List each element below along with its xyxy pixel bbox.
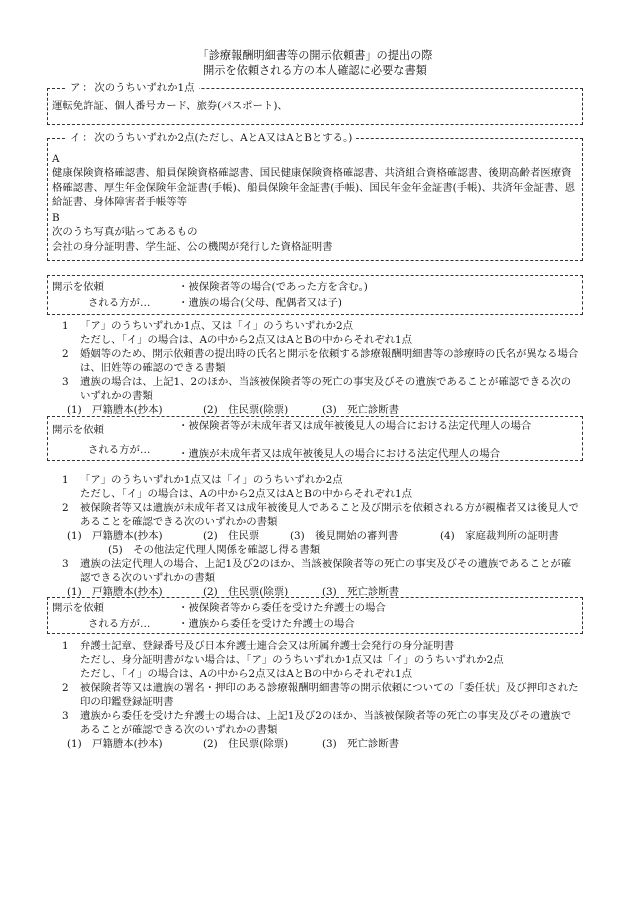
document-title-line1: 「診療報酬明細書等の開示依頼書」の提出の際: [197, 49, 433, 62]
case2-item3-text: 遺族の法定代理人の場合、上記1及び2のほか、当該被保険者等の死亡の事実及びその遺族であることが確認できる次のいずれかの書類: [80, 558, 572, 584]
case2-doc3-2: (2) 住民票(除票): [203, 586, 289, 598]
case3-item3-num: 3: [62, 710, 69, 722]
case3-item3-text: 遺族から委任を受けた弁護士の場合は、上記1及び2のほか、当該被保険者等の死亡の事実及びその遺族であることが確認できる次のいずれかの書類: [80, 710, 572, 736]
section-i-box: [47, 132, 583, 261]
case1-item2-text: 婚姻等のため、開示依頼書の提出時の氏名と開示を依頼する診療報酬明細書等の診療時の氏名が異なる場合は、旧姓等の確認のできる書類: [80, 348, 579, 374]
case2-requester-line2: される方が…: [88, 444, 151, 456]
case1-doc-3: (3) 死亡診断書: [322, 404, 400, 416]
case2-item2-text: 被保険者等又は遺族が未成年者又は成年被後見人であること及び開示を依頼される方が親権者又は後見人であることを確認できる次のいずれかの書類: [80, 502, 579, 528]
case1-item2-num: 2: [62, 348, 69, 360]
case2-bullet1: ・被保険者等が未成年者又は成年被後見人の場合における法定代理人の場合: [178, 420, 532, 432]
case2-bullet2: ・遺族が未成年者又は成年被後見人の場合における法定代理人の場合: [178, 448, 501, 460]
case2-item2-num: 2: [62, 502, 69, 514]
section-a-body: 運転免許証、個人番号カード、旅券(パスポート)、: [52, 100, 288, 112]
case3-doc-3: (3) 死亡診断書: [322, 738, 400, 750]
case2-doc-3: (3) 後見開始の審判書: [290, 530, 399, 542]
case1-doc-2: (2) 住民票(除票): [203, 404, 289, 416]
section-a-label: [66, 81, 199, 95]
case2-doc3-3: (3) 死亡診断書: [322, 586, 400, 598]
case1-item3-text: 遺族の場合は、上記1、2のほか、当該被保険者等の死亡の事実及びその遺族であることが確認できる次のいずれかの書類: [80, 376, 572, 402]
section-i-colon: ：: [82, 132, 93, 144]
section-i-b-heading: B: [52, 212, 60, 224]
case3-bullet1: ・被保険者等から委任を受けた弁護士の場合: [178, 602, 386, 614]
case1-doc-1: (1) 戸籍謄本(抄本): [67, 404, 163, 416]
section-i-a-body: 健康保険資格確認書、船員保険資格確認書、国民健康保険資格確認書、共済組合資格確認書、後期高齢者医療資格確認書、厚生年金保険年金証書(手帳)、船員保険年金証書(手帳)、国民年金年金証書(手帳)、共済年金証書、恩給証書、身体障害者手帳等等: [52, 167, 576, 208]
case3-item1-line3: ただし、「イ」の場合は、Aの中から2点又はAとBの中からそれぞれ1点: [80, 668, 412, 680]
case3-item1-line2: ただし、身分証明書がない場合は、「ア」のうちいずれか1点又は「イ」のうちいずれか2点: [80, 654, 504, 666]
case3-item1-line1: 弁護士記章、登録番号及び日本弁護士連合会又は所属弁護士会発行の身分証明書: [80, 640, 455, 652]
case1-item1-num: 1: [62, 320, 69, 332]
section-a-label-text: 次のうちいずれか1点: [94, 82, 195, 94]
case2-doc-1: (1) 戸籍謄本(抄本): [67, 530, 163, 542]
case2-item1-line2: ただし、「イ」の場合は、Aの中から2点又はAとBの中からそれぞれ1点: [80, 488, 412, 500]
case3-item2-num: 2: [62, 682, 69, 694]
case2-doc-2: (2) 住民票: [203, 530, 260, 542]
case2-item3-num: 3: [62, 558, 69, 570]
case2-requester-box: [47, 416, 583, 461]
section-a-letter: ア: [70, 82, 81, 94]
section-a-colon: ：: [82, 82, 93, 94]
case3-item2-text: 被保険者等又は遺族の署名・押印のある診療報酬明細書等の開示依頼についての「委任状」及び押印された印の印鑑登録証明書: [80, 682, 579, 708]
section-i-letter: イ: [70, 132, 81, 144]
case3-requester-box: [47, 597, 583, 634]
section-i-b-line1: 次のうち写真が貼ってあるもの: [52, 226, 198, 238]
case2-item1-line1: 「ア」のうちいずれか1点又は「イ」のうちいずれか2点: [80, 474, 343, 486]
document-title-line2: 開示を依頼される方の本人確認に必要な書類: [203, 64, 427, 77]
case2-item1-num: 1: [62, 474, 69, 486]
case3-requester-line2: される方が…: [88, 618, 151, 630]
case1-bullet2: ・遺族の場合(父母、配偶者又は子): [178, 297, 342, 309]
case1-item1-line1: 「ア」のうちいずれか1点、又は「イ」のうちいずれか2点: [80, 320, 353, 332]
case3-doc-2: (2) 住民票(除票): [203, 738, 289, 750]
case1-requester-line1: 開示を依頼: [52, 281, 104, 293]
case1-item1-line2: ただし、「イ」の場合は、Aの中から2点又はAとBの中からそれぞれ1点: [80, 334, 412, 346]
section-i-label: [66, 131, 356, 145]
case1-requester-box: [47, 275, 583, 315]
case2-requester-line1: 開示を依頼: [52, 424, 104, 436]
section-i-a-heading: A: [52, 153, 60, 165]
section-i-label-text: 次のうちいずれか2点(ただし、AとA又はAとBとする。): [94, 132, 353, 144]
case2-doc-4: (4) 家庭裁判所の証明書: [440, 530, 559, 542]
case1-bullet1: ・被保険者等の場合(であった方を含む。): [178, 281, 368, 293]
section-a-box: [47, 82, 583, 125]
case1-requester-line2: される方が…: [88, 297, 151, 309]
section-i-b-line2: 会社の身分証明書、学生証、公の機関が発行した資格証明書: [52, 241, 333, 253]
case2-doc-5: (5) その他法定代理人関係を確認し得る書類: [108, 544, 321, 556]
case3-item1-num: 1: [62, 640, 69, 652]
case1-item3-num: 3: [62, 376, 69, 388]
case2-doc3-1: (1) 戸籍謄本(抄本): [67, 586, 163, 598]
case3-bullet2: ・遺族から委任を受けた弁護士の場合: [178, 618, 355, 630]
case3-doc-1: (1) 戸籍謄本(抄本): [67, 738, 163, 750]
case3-requester-line1: 開示を依頼: [52, 602, 104, 614]
